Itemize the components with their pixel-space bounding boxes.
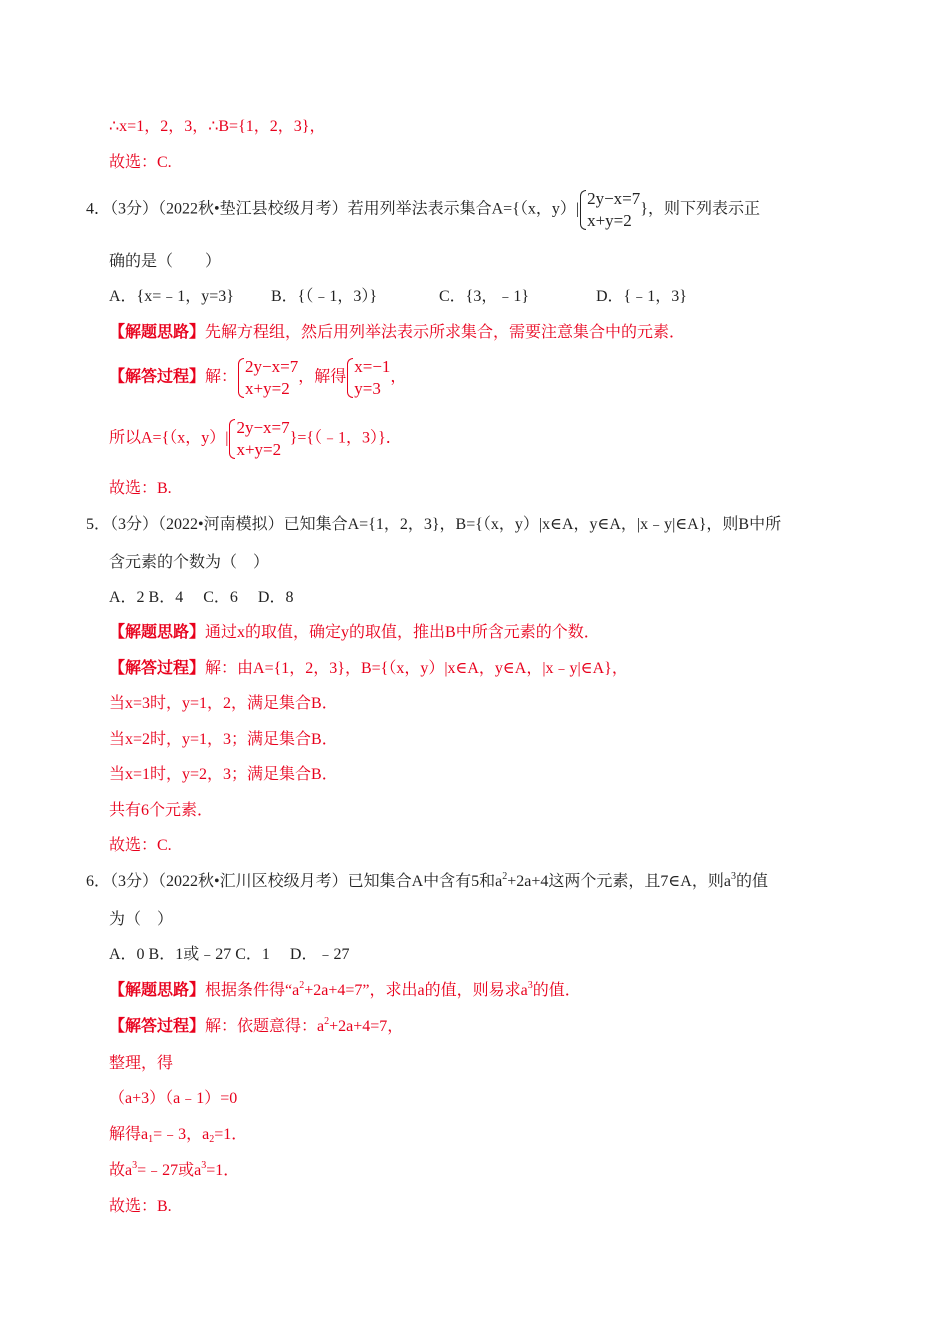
q6-sub-2: 2 [209, 1134, 215, 1145]
q6-idea-c: 的值． [532, 982, 581, 999]
prev-answer-line: 故选：C. [109, 154, 172, 171]
q6-head-b: +2a+4这两个元素，且7∈A，则a [507, 873, 731, 890]
q4-tail-text: }，则下列表示正 [640, 200, 760, 218]
q5-options: A．2 B．4 C．6 D．8 [109, 589, 294, 606]
q4-sol1: x=−1 [354, 357, 391, 376]
prev-therefore-line: ∴x=1，2，3，∴B={1，2，3}， [109, 118, 326, 135]
q4-option-c: C．{3，﹣1} [439, 288, 530, 305]
q4-option-a: A．{x=﹣1，y=3} [109, 288, 234, 305]
q4-answer: 故选：B. [109, 480, 172, 497]
q6-proc-a: 解：依题意得：a [205, 1018, 325, 1035]
q5-step2: 当x=2时，y=1，3；满足集合B． [109, 731, 338, 748]
q6-s4-c: =1． [206, 1162, 240, 1179]
q6-options: A．0 B．1或﹣27 C．1 D．﹣27 [109, 946, 350, 963]
q5-step4: 共有6个元素． [109, 802, 214, 819]
q4-proc-b: ，解得 [298, 368, 347, 386]
q6-process [109, 1017, 403, 1037]
q6-step1: 整理，得 [109, 1055, 174, 1072]
q6-proc-b: +2a+4=7， [329, 1018, 404, 1035]
q5-line2: 含元素的个数为（ ） [109, 554, 270, 571]
q4-proc-label: 【解答过程】 [109, 368, 206, 386]
q4-solution-system [346, 356, 390, 400]
q4-proc-eq1: 2y−x=7 [245, 357, 299, 376]
q6-sup-2: 2 [502, 871, 508, 882]
q6-header [86, 872, 768, 892]
q6-answer: 故选：B. [109, 1198, 172, 1215]
q6-sup-3: 3 [730, 871, 736, 882]
q4-option-b: B．{（﹣1，3）} [271, 288, 378, 305]
q5-proc-label: 【解答过程】 [109, 660, 206, 677]
q4-proc-c: ， [390, 368, 407, 386]
q6-proc-sup-2: 2 [324, 1016, 330, 1027]
q6-idea-b: +2a+4=7”，求出a的值，则易求a [304, 982, 528, 999]
q5-head-text: （3分）（2022•河南模拟）已知集合A={1，2，3}，B={（x，y）|x∈A，y∈A，|x﹣y|∈A}，则B中所 [110, 516, 782, 533]
q4-so [109, 417, 402, 461]
q4-number: 4． [86, 200, 111, 218]
q4-proc-a: 解： [205, 368, 238, 386]
q4-line2: 确的是（ ） [109, 253, 222, 270]
q6-idea-sup-2: 2 [299, 980, 305, 991]
q6-line2: 为（ ） [109, 911, 174, 928]
q5-idea-text: 通过x的取值，确定y的取值，推出B中所含元素的个数． [205, 624, 600, 641]
q5-proc-text: 解：由A={1，2，3}，B={（x，y）|x∈A，y∈A，|x﹣y|∈A}， [205, 660, 628, 677]
q6-proc-label: 【解答过程】 [109, 1018, 206, 1035]
q4-eq1: 2y−x=7 [587, 189, 641, 208]
q4-idea-text: 先解方程组，然后用列举法表示所求集合，需要注意集合中的元素． [205, 324, 686, 341]
q6-s4-a: 故a [109, 1162, 133, 1179]
q6-s4-sup-3b: 3 [201, 1160, 207, 1171]
q6-idea [109, 981, 581, 1001]
q5-process [109, 659, 628, 679]
q6-sub-1: 1 [148, 1134, 154, 1145]
q5-step3: 当x=1时，y=2，3；满足集合B． [109, 766, 338, 783]
q6-s4-b: =﹣27或a [137, 1162, 202, 1179]
q6-s4-sup-3a: 3 [132, 1160, 138, 1171]
q4-proc-eq2: x+y=2 [245, 379, 290, 398]
q4-eq2: x+y=2 [587, 211, 632, 230]
q4-proc-system [237, 356, 298, 400]
q6-s3-b: =﹣3，a [153, 1126, 210, 1143]
q5-idea-label: 【解题思路】 [109, 624, 206, 641]
q4-head-text: （3分）（2022秋•垫江县校级月考）若用列举法表示集合A={（x，y）| [110, 200, 580, 218]
q6-idea-label: 【解题思路】 [109, 982, 206, 999]
q4-idea [109, 323, 685, 343]
q6-head-c: 的值 [735, 873, 768, 890]
q6-number: 6． [86, 873, 111, 890]
q6-step2: （a+3）（a﹣1）=0 [109, 1090, 238, 1107]
q6-idea-a: 根据条件得“a [205, 982, 300, 999]
q4-so-system [228, 417, 289, 461]
q5-answer: 故选：C. [109, 837, 172, 854]
q4-idea-label: 【解题思路】 [109, 324, 206, 341]
q4-so-eq2: x+y=2 [236, 440, 282, 459]
q4-header [86, 188, 760, 232]
q4-so-a: 所以A={（x，y）| [109, 429, 229, 447]
q6-step4 [109, 1161, 239, 1181]
q5-idea [109, 623, 600, 643]
q4-options [109, 287, 829, 307]
q5-header [86, 515, 781, 535]
q4-so-b: }={（﹣1，3）}． [289, 429, 402, 447]
q5-number: 5． [86, 516, 111, 533]
q6-s3-c: =1． [214, 1126, 248, 1143]
q4-sol2: y=3 [354, 379, 381, 398]
q6-idea-sup-3: 3 [527, 980, 533, 991]
q6-head-a: （3分）（2022秋•汇川区校级月考）已知集合A中含有5和a [110, 873, 503, 890]
q4-so-eq1: 2y−x=7 [236, 418, 290, 437]
q4-option-d: D．{﹣1，3} [596, 288, 687, 305]
q6-s3-a: 解得a [109, 1126, 149, 1143]
q5-step1: 当x=3时，y=1，2，满足集合B． [109, 695, 338, 712]
q6-step3 [109, 1125, 247, 1145]
q4-process [109, 356, 406, 400]
q4-equation-system [579, 188, 640, 232]
